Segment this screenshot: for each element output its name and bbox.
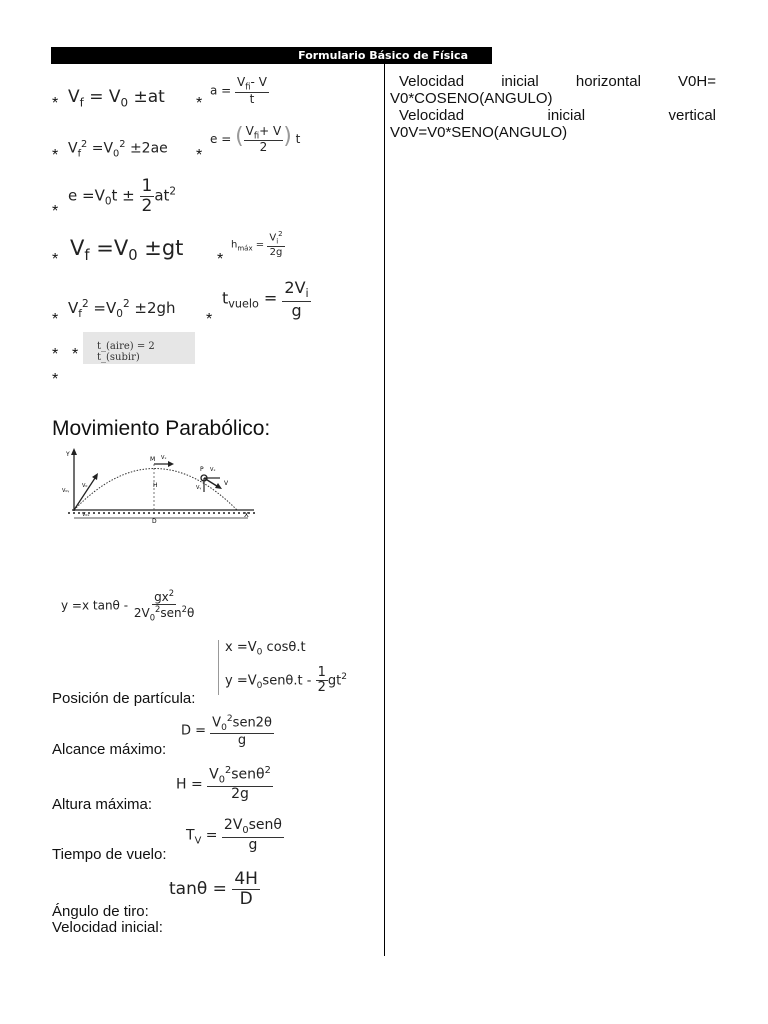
right-column-text (390, 73, 716, 141)
text-velocidad-horizontal: Velocidad inicial horizontal V0H= (399, 73, 716, 90)
diagram-label-vx-p: Vₓ (210, 467, 216, 473)
label-tiempo: Tiempo de vuelo: (52, 846, 167, 863)
diagram-label-y: Y (66, 451, 70, 458)
bullet: * (217, 251, 224, 268)
bullet: * (52, 311, 59, 328)
diagram-label-x: X (244, 511, 249, 519)
bullet: * (206, 311, 213, 328)
formula-posicion-sistema: $x =V_0$ cosθ.t $y =V_0sen\theta.t$ - $\frac{1}{2}$ $gt^2$ (218, 640, 347, 695)
bullet: * (196, 147, 203, 164)
formula-taire (83, 332, 195, 364)
bullet: * (52, 147, 59, 164)
formula-tiempo: $T_V$ = $\frac{2V_0sen\theta}{g}$ (186, 817, 282, 853)
formula-aceleracion: a = $\frac{V_{fi}- V}{t}$ (210, 75, 267, 106)
bullet: * (52, 95, 59, 112)
bullet: * (196, 95, 203, 112)
label-angulo: Ángulo de tiro: (52, 903, 149, 920)
bullet: * (52, 371, 59, 388)
formula-angulo: tanθ = $\frac{4H}{D}$ (169, 869, 258, 909)
formula-taire-text: t_(aire) = 2 t_(subir) (97, 341, 155, 363)
diagram-label-p: P (200, 466, 204, 473)
formula-vf2-ae: $V_f^2 =V_0^2 \pm 2ae$ (68, 139, 168, 160)
formula-vf-gt: $V_f =V_0 \pm gt$ (70, 236, 184, 265)
text-velocidad-vertical: Velocidad inicial vertical (399, 107, 716, 124)
diagram-label-v0x: V₀ₓ (82, 512, 90, 518)
formula-hmax: $h_{máx}$ = $\frac{V_i^2}{2g}$ (231, 230, 283, 259)
diagram-label-m: M (150, 456, 156, 463)
bullet: * (52, 346, 59, 363)
diagram-label-v: V (224, 480, 229, 487)
diagram-label-vx: Vₓ (161, 455, 167, 461)
column-divider (384, 64, 385, 956)
formula-alcance: D = $\frac{V_0^2sen2\theta}{g}$ (181, 714, 272, 748)
label-velocidad: Velocidad inicial: (52, 919, 163, 936)
label-altura: Altura máxima: (52, 796, 153, 813)
formula-altura: H = $\frac{V_0^2sen\theta^2}{2g}$ (176, 765, 271, 803)
formula-vf2-gh: $V_f^2 =V_0^2 \pm 2gh$ (68, 298, 176, 320)
label-alcance: Alcance máximo: (52, 741, 167, 758)
formula-vf-at: $V_f = V_0 \pm at$ (68, 87, 165, 110)
bullet: * (52, 203, 59, 220)
bullet: * (72, 346, 79, 363)
diagram-label-d: D (152, 518, 157, 525)
formula-tvuelo: $t_{vuelo}$ = $\frac{2V_i}{g}$ (222, 278, 309, 320)
text-v0v-formula: V0V=V0*SENO(ANGULO) (390, 124, 568, 141)
formula-trayectoria: y =x tanθ - $\frac{gx^2}{2V_0^2sen^2\theta}$ (61, 588, 195, 623)
bullet: * (52, 251, 59, 268)
formula-espacio-at2: $e =V_0t$ ± $\frac{1}{2}$ $at^2$ (68, 176, 177, 216)
diagram-label-v0: V₀ (82, 483, 88, 489)
diagram-label-h: H (153, 482, 158, 489)
diagram-label-vy: Vᵧ (196, 485, 202, 491)
page-title: Formulario Básico de Física (51, 47, 492, 64)
label-posicion: Posición de partícula: (52, 690, 196, 707)
diagram-label-v0y: V₀ᵧ (62, 488, 70, 494)
section-heading: Movimiento Parabólico: (52, 417, 271, 440)
text-v0h-formula: V0*COSENO(ANGULO) (390, 90, 553, 107)
formula-espacio-media: e = ( $\frac{V_{fi}+ V}{2}$ ) t (210, 123, 301, 155)
projectile-diagram (62, 447, 266, 525)
